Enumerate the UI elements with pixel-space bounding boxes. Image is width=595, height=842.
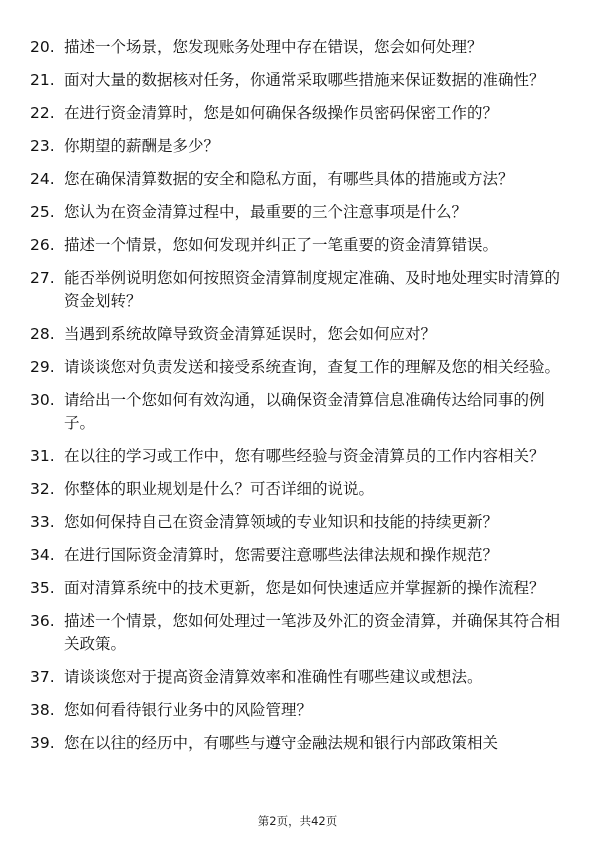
- question-text: 您在确保清算数据的安全和隐私方面，有哪些具体的措施或方法？: [64, 170, 514, 188]
- question-number: 39.: [30, 734, 55, 752]
- question-number: 24.: [30, 170, 55, 188]
- question-number: 34.: [30, 546, 55, 564]
- question-text: 当遇到系统故障导致资金清算延误时，您会如何应对？: [64, 325, 437, 343]
- question-item-39: [30, 732, 570, 755]
- page-number-label: 第2页，共42页: [257, 814, 338, 828]
- question-number: 35.: [30, 579, 55, 597]
- question-text: 请谈谈您对于提高资金清算效率和准确性有哪些建议或想法。: [64, 668, 483, 686]
- question-number: 33.: [30, 513, 55, 531]
- question-item-22: [30, 102, 570, 125]
- question-list: [30, 36, 570, 765]
- question-item-37: [30, 666, 570, 689]
- question-number: 36.: [30, 612, 55, 630]
- question-number: 22.: [30, 104, 55, 122]
- question-number: 37.: [30, 668, 55, 686]
- question-text: 你整体的职业规划是什么？可否详细的说说。: [64, 480, 375, 498]
- question-number: 28.: [30, 325, 55, 343]
- question-number: 20.: [30, 38, 55, 56]
- question-item-31: [30, 445, 570, 468]
- question-text: 在以往的学习或工作中，您有哪些经验与资金清算员的工作内容相关？: [64, 447, 545, 465]
- question-text: 能否举例说明您如何按照资金清算制度规定准确、及时地处理实时清算的资金划转？: [64, 269, 561, 310]
- question-text: 您如何看待银行业务中的风险管理？: [64, 701, 313, 719]
- question-number: 26.: [30, 236, 55, 254]
- question-text: 您认为在资金清算过程中，最重要的三个注意事项是什么？: [64, 203, 468, 221]
- question-number: 25.: [30, 203, 55, 221]
- question-item-25: [30, 201, 570, 224]
- question-number: 23.: [30, 137, 55, 155]
- question-item-33: [30, 511, 570, 534]
- question-number: 30.: [30, 391, 55, 409]
- question-text: 面对清算系统中的技术更新，您是如何快速适应并掌握新的操作流程？: [64, 579, 545, 597]
- question-number: 31.: [30, 447, 55, 465]
- question-item-32: [30, 478, 570, 501]
- question-item-20: [30, 36, 570, 59]
- question-text: 您在以往的经历中，有哪些与遵守金融法规和银行内部政策相关: [64, 734, 499, 752]
- question-item-38: [30, 699, 570, 722]
- question-item-21: [30, 69, 570, 92]
- question-text: 面对大量的数据核对任务，你通常采取哪些措施来保证数据的准确性？: [64, 71, 545, 89]
- question-number: 21.: [30, 71, 55, 89]
- question-text: 描述一个场景，您发现账务处理中存在错误，您会如何处理？: [64, 38, 483, 56]
- question-text: 您如何保持自己在资金清算领域的专业知识和技能的持续更新？: [64, 513, 499, 531]
- question-item-23: [30, 135, 570, 158]
- question-item-34: [30, 544, 570, 567]
- question-text: 在进行资金清算时，您是如何确保各级操作员密码保密工作的？: [64, 104, 499, 122]
- question-text: 在进行国际资金清算时，您需要注意哪些法律法规和操作规范？: [64, 546, 499, 564]
- question-number: 32.: [30, 480, 55, 498]
- question-number: 38.: [30, 701, 55, 719]
- question-item-29: [30, 356, 570, 379]
- question-text: 你期望的薪酬是多少？: [64, 137, 220, 155]
- question-text: 描述一个情景，您如何发现并纠正了一笔重要的资金清算错误。: [64, 236, 499, 254]
- page-footer: [0, 813, 595, 829]
- question-item-26: [30, 234, 570, 257]
- question-item-24: [30, 168, 570, 191]
- question-item-27: [30, 267, 570, 313]
- question-text: 请谈谈您对负责发送和接受系统查询，查复工作的理解及您的相关经验。: [64, 358, 561, 376]
- question-text: 请给出一个您如何有效沟通，以确保资金清算信息准确传达给同事的例子。: [64, 391, 545, 432]
- question-number: 27.: [30, 269, 55, 287]
- question-item-28: [30, 323, 570, 346]
- question-number: 29.: [30, 358, 55, 376]
- question-text: 描述一个情景，您如何处理过一笔涉及外汇的资金清算，并确保其符合相关政策。: [64, 612, 561, 653]
- question-item-30: [30, 389, 570, 435]
- question-item-35: [30, 577, 570, 600]
- question-item-36: [30, 610, 570, 656]
